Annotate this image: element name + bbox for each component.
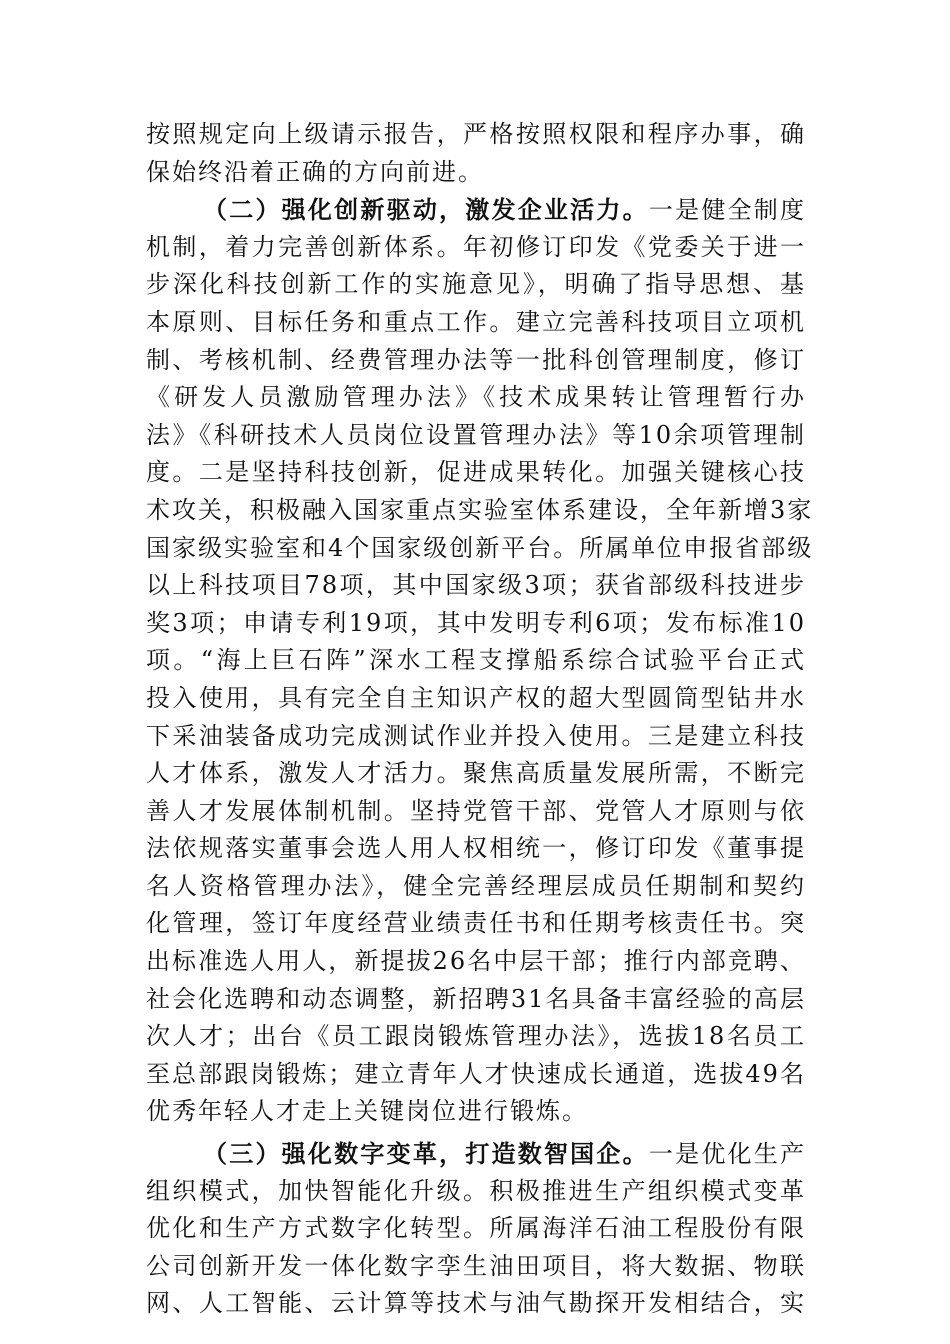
text-line: 保始终沿着正确的方向前进。 xyxy=(146,157,484,186)
text-fragment: 一是优化生产 xyxy=(648,1140,807,1169)
text-line: 化管理，签订年度经营业绩责任书和任期考核责任书。突 xyxy=(146,909,806,938)
text-line: 术攻关，积极融入国家重点实验室体系建设，全年新增3家 xyxy=(146,495,814,524)
text-line: 以上科技项目78项，其中国家级3项；获省部级科技进步 xyxy=(146,571,806,600)
text-line: 次人才；出台《员工跟岗锻炼管理办法》，选拔18名员工 xyxy=(146,1022,806,1051)
text-line: 下采油装备成功完成测试作业并投入使用。三是建立科技 xyxy=(146,721,806,750)
text-line: 人才体系，激发人才活力。聚焦高质量发展所需，不断完 xyxy=(146,759,806,788)
paragraph-first-line xyxy=(146,1135,806,1173)
paragraph-first-line xyxy=(146,191,806,229)
text-line: 网、人工智能、云计算等技术与油气勘探开发相结合，实 xyxy=(146,1289,806,1318)
text-line: 国家级实验室和4个国家级创新平台。所属单位申报省部级 xyxy=(146,533,814,562)
text-line: 奖3项；申请专利19项，其中发明专利6项；发布标准10 xyxy=(146,608,806,637)
paragraph-3 xyxy=(146,1135,806,1323)
text-line: 社会化选聘和动态调整，新招聘31名具备丰富经验的高层 xyxy=(146,984,806,1013)
section-heading: （三）强化数字变革，打造数智国企。 xyxy=(203,1139,649,1169)
text-line: 出标准选人用人，新提拔26名中层干部；推行内部竞聘、 xyxy=(146,947,806,976)
text-line: 《研发人员激励管理办法》《技术成果转让管理暂行办 xyxy=(146,383,806,412)
text-line: 至总部跟岗锻炼；建立青年人才快速成长通道，选拔49名 xyxy=(146,1059,806,1088)
text-line: 项。“海上巨石阵”深水工程支撑船系综合试验平台正式 xyxy=(146,646,806,675)
text-line: 投入使用，具有完全自主知识产权的超大型圆筒型钻井水 xyxy=(146,683,806,712)
text-line: 优化和生产方式数字化转型。所属海洋石油工程股份有限 xyxy=(146,1214,806,1243)
paragraph-1 xyxy=(146,116,806,191)
text-line: 优秀年轻人才走上关键岗位进行锻炼。 xyxy=(146,1097,588,1126)
text-line: 法依规落实董事会选人用人权相统一，修订印发《董事提 xyxy=(146,834,806,863)
text-line: 公司创新开发一体化数字孪生油田项目，将大数据、物联 xyxy=(146,1251,806,1280)
text-line: 按照规定向上级请示报告，严格按照权限和程序办事，确 xyxy=(146,120,806,148)
text-line: 步深化科技创新工作的实施意见》，明确了指导思想、基 xyxy=(146,270,806,299)
text-line: 制、考核机制、经费管理办法等一批科创管理制度，修订 xyxy=(146,345,806,374)
text-line: 法》《科研技术人员岗位设置管理办法》等10余项管理制 xyxy=(146,420,806,449)
text-line: 机制，着力完善创新体系。年初修订印发《党委关于进一 xyxy=(146,232,806,261)
paragraph-2 xyxy=(146,191,814,1131)
text-fragment: 一是健全制度 xyxy=(648,196,807,225)
section-heading: （二）强化创新驱动，激发企业活力。 xyxy=(203,195,649,225)
text-line: 善人才发展体制机制。坚持党管干部、党管人才原则与依 xyxy=(146,796,806,825)
text-line: 组织模式，加快智能化升级。积极推进生产组织模式变革 xyxy=(146,1176,806,1205)
text-line: 度。二是坚持科技创新，促进成果转化。加强关键核心技 xyxy=(146,458,806,487)
text-line: 本原则、目标任务和重点工作。建立完善科技项目立项机 xyxy=(146,307,806,336)
text-line: 名人资格管理办法》，健全完善经理层成员任期制和契约 xyxy=(146,871,806,900)
document-page xyxy=(146,116,814,1323)
